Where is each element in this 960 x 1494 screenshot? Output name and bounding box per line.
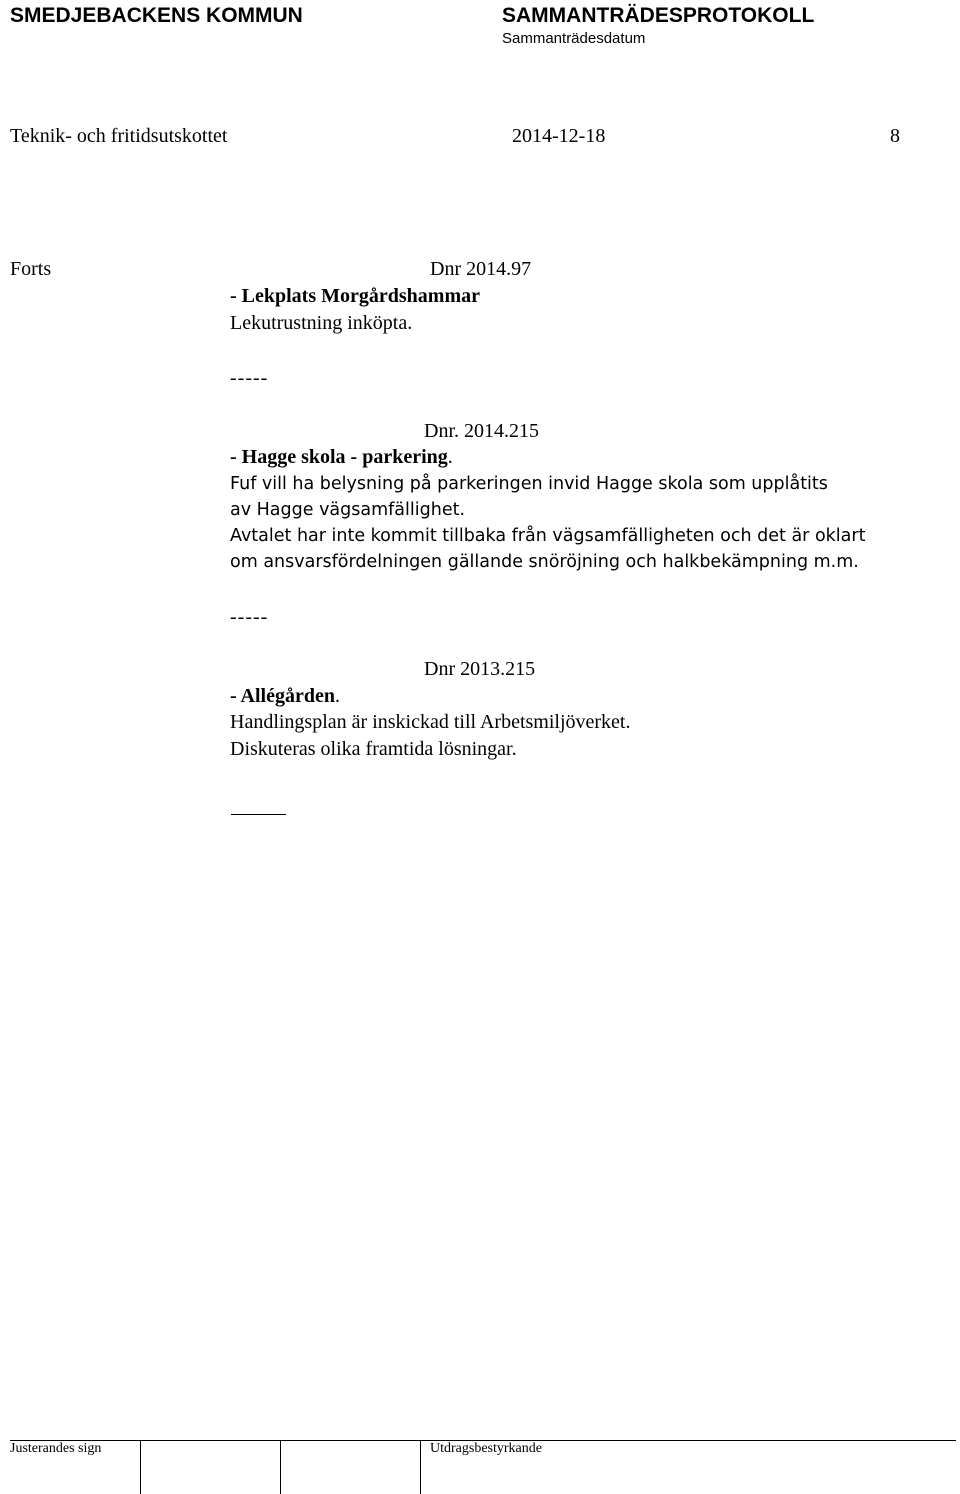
case-number: Dnr. 2014.215 — [424, 420, 539, 442]
separator: ----- — [230, 606, 269, 628]
certification-label: Utdragsbestyrkande — [430, 1441, 542, 1456]
org-name: SMEDJEBACKENS KOMMUN — [10, 4, 303, 27]
document-type: SAMMANTRÄDESPROTOKOLL — [502, 4, 815, 27]
item-title: - Lekplats Morgårdshammar — [230, 285, 480, 307]
item-title-suffix: . — [335, 685, 340, 707]
item-text: Handlingsplan är inskickad till Arbetsmiljöverket. — [230, 711, 631, 733]
item-text: av Hagge vägsamfällighet. — [230, 500, 466, 520]
end-rule — [231, 814, 286, 815]
item-title: - Allégården — [230, 685, 335, 707]
case-number: Dnr 2014.97 — [430, 258, 532, 280]
item-text: Fuf vill ha belysning på parkeringen invid Hagge skola som upplåtits — [230, 474, 828, 494]
signature-box-divider — [420, 1440, 421, 1494]
case-number: Dnr 2013.215 — [424, 658, 536, 680]
continued-label: Forts — [10, 258, 52, 280]
meeting-date: 2014-12-18 — [512, 125, 606, 147]
item-title: - Hagge skola - parkering — [230, 446, 448, 468]
item-title-line — [230, 446, 453, 469]
committee-name: Teknik- och fritidsutskottet — [10, 125, 228, 147]
item-text: Diskuteras olika framtida lösningar. — [230, 738, 517, 760]
item-text: Lekutrustning inköpta. — [230, 312, 413, 334]
signature-label: Justerandes sign — [10, 1441, 102, 1456]
item-text: om ansvarsfördelningen gällande snöröjning och halkbekämpning m.m. — [230, 552, 859, 572]
item-title-line — [230, 685, 340, 708]
item-text: Avtalet har inte kommit tillbaka från vägsamfälligheten och det är oklart — [230, 526, 866, 546]
separator: ----- — [230, 367, 269, 389]
item-title-suffix: . — [447, 446, 453, 468]
page-number: 8 — [890, 125, 900, 147]
signature-box-divider — [280, 1440, 281, 1494]
meeting-date-label: Sammanträdesdatum — [502, 30, 646, 47]
signature-box-divider — [140, 1440, 141, 1494]
